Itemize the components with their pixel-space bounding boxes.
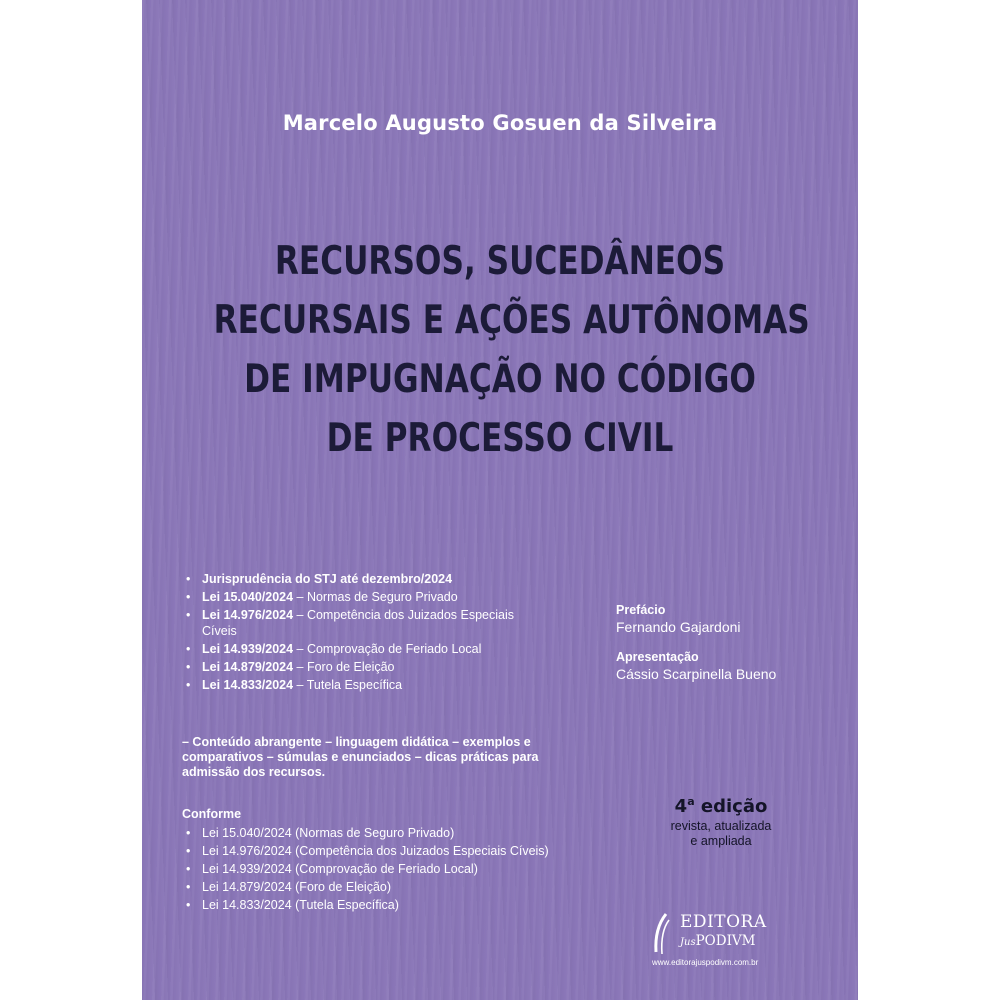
conforme-item: • Lei 14.976/2024 (Competência dos Juizados Especiais Cíveis) [182, 842, 612, 860]
publisher-name: EDITORA [680, 912, 767, 932]
feature-item [182, 607, 602, 639]
conforme-item: • Lei 14.833/2024 (Tutela Específica) [182, 896, 612, 914]
conforme-label: Conforme [182, 807, 242, 821]
credits [616, 602, 846, 696]
feature-law: Lei 14.976/2024 [202, 608, 294, 622]
feature-law: Jurisprudência do STJ até dezembro/2024 [202, 572, 453, 586]
publisher-imprint-prefix: Jus [680, 937, 696, 948]
presentation-name: Cássio Scarpinella Bueno [616, 666, 777, 682]
edition-number [656, 790, 786, 819]
feature-desc: – Normas de Seguro Privado [293, 590, 458, 604]
highlights-line: admissão dos recursos. [182, 765, 326, 779]
feature-law: Lei 15.040/2024 [202, 590, 294, 604]
highlights-line: comparativos – súmulas e enunciados – dicas práticas para [182, 750, 539, 764]
quill-icon [650, 912, 672, 956]
feature-item [182, 571, 602, 587]
feature-item [182, 589, 602, 605]
conforme-item: • Lei 14.879/2024 (Foro de Eleição) [182, 878, 612, 896]
feature-list [182, 571, 602, 695]
title-line: RECURSAIS E AÇÕES AUTÔNOMAS [213, 298, 810, 343]
title-line: DE PROCESSO CIVIL [326, 416, 674, 461]
presentation-label: Apresentação [616, 650, 699, 664]
publisher-imprint-name: PODIVM [695, 933, 756, 949]
feature-desc: – Competência dos Juizados Especiais [293, 608, 515, 622]
edition-note: revista, atualizada [670, 819, 772, 833]
author-name: Marcelo Augusto Gosuen da Silveira [282, 111, 718, 135]
highlights-line: – Conteúdo abrangente – linguagem didática – exemplos e [182, 735, 531, 749]
feature-desc: – Tutela Específica [293, 678, 403, 692]
feature-item [182, 641, 602, 657]
conforme-item: • Lei 15.040/2024 (Normas de Seguro Privado) [182, 824, 612, 842]
highlights-paragraph [182, 735, 582, 780]
feature-law: Lei 14.833/2024 [202, 678, 294, 692]
feature-law: Lei 14.879/2024 [202, 660, 294, 674]
feature-desc: – Comprovação de Feriado Local [293, 642, 482, 656]
feature-item [182, 659, 602, 675]
book-cover [142, 0, 858, 1000]
feature-desc: – Foro de Eleição [293, 660, 395, 674]
book-title [213, 232, 810, 468]
preface-label: Prefácio [616, 603, 666, 617]
feature-desc-continued: Cíveis [202, 624, 237, 638]
conforme-item: • Lei 14.939/2024 (Comprovação de Feriado Local) [182, 860, 612, 878]
feature-law: Lei 14.939/2024 [202, 642, 294, 656]
edition-digit: 4 [674, 796, 688, 817]
publisher-url: www.editorajuspodivm.com.br [652, 958, 759, 967]
edition-word: edição [694, 796, 768, 817]
publisher-imprint [680, 932, 755, 952]
preface-name: Fernando Gajardoni [616, 619, 741, 635]
title-line: RECURSOS, SUCEDÂNEOS [274, 239, 726, 284]
edition-note: e ampliada [690, 834, 752, 848]
feature-item [182, 677, 602, 693]
title-line: DE IMPUGNAÇÃO NO CÓDIGO [244, 357, 756, 402]
edition-ordinal: a [687, 795, 695, 808]
edition-block [656, 790, 786, 849]
conforme-section [182, 806, 612, 914]
